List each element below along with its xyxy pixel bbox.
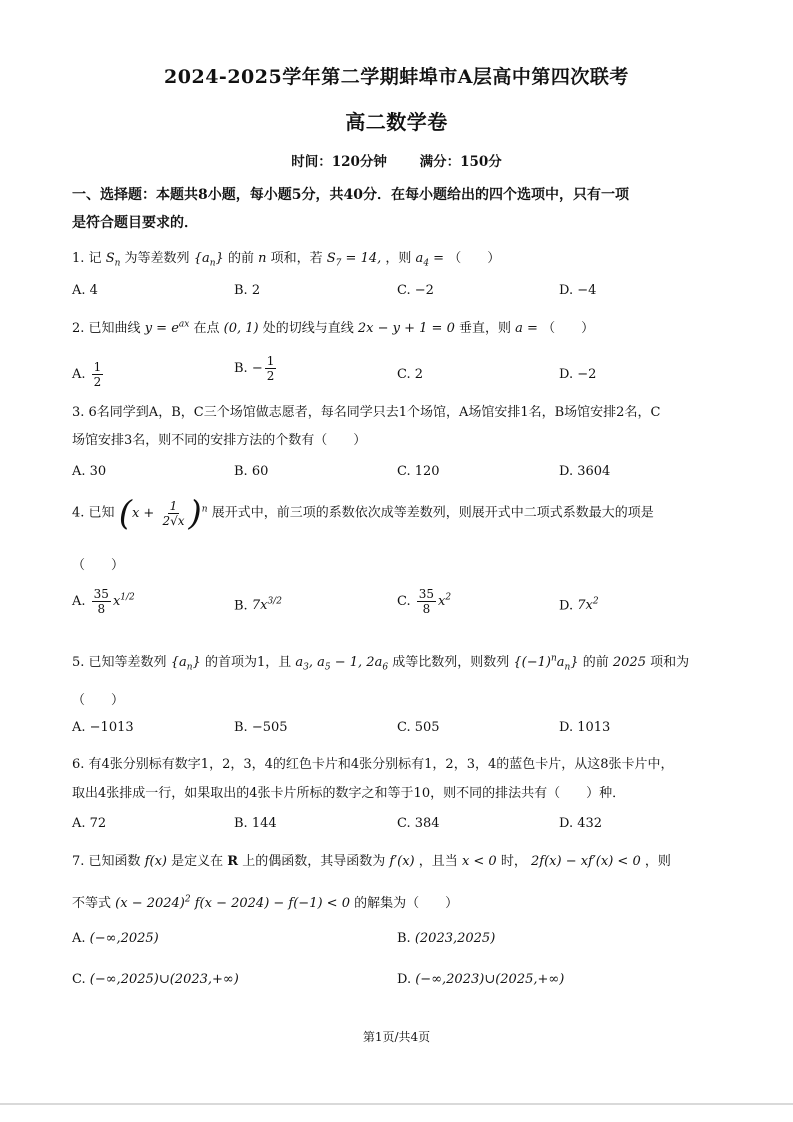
q4-text-a: 4. 已知 [72,505,115,521]
section-heading-line1: 一、选择题：本题共8小题，每小题5分，共40分．在每小题给出的四个选项中，只有一项 [72,187,629,203]
q4-option-c-power: $x^2$ [438,592,452,609]
q2-option-d[interactable]: D. −2 [559,367,597,382]
q4-option-a-power: $x^{1/2}$ [112,592,135,609]
q4-math-binomial: (x + $\frac{1}{2√x}$ )$^n$ [118,493,208,533]
q1-math-an: $\{a_n\}$ [193,251,224,269]
q4-option-c-fraction: $\frac{35}{8}$ [418,587,435,616]
q7-option-c-value: (−∞,2025)∪(2023,+∞) [89,972,239,987]
q2-text-a: 2. 已知曲线 [72,321,141,336]
q2-option-c[interactable]: C. 2 [397,367,424,382]
q5-text-a: 5. 已知等差数列 [72,655,167,670]
q7-text-a: 7. 已知函数 [72,854,141,869]
q4-option-b[interactable] [234,597,282,613]
q5-text-d: 的前 [582,655,609,670]
q4-option-a-fraction: $\frac{35}{8}$ [93,587,109,616]
q4-option-d[interactable] [559,597,599,613]
q5-math-seq2: $\{(-1)^na_n\}$ [513,653,579,673]
q2-text-b: 在点 [193,321,220,336]
q1-option-d[interactable]: D. −4 [559,283,597,298]
q4-text-b: 展开式中，前三项的系数依次成等差数列，则展开式中二项式系数最大的项是 [211,505,654,521]
question-6-line1: 6. 有4张分别标有数字1，2，3，4的红色卡片和4张分别标有1，2，3，4的蓝色卡片，从这8张卡片中， [72,757,674,772]
q5-option-a[interactable]: A. −1013 [72,720,134,735]
time-score-bar [0,150,793,170]
exam-subtitle: 高二数学卷 [345,110,448,134]
q4-option-c-label: C. [397,594,411,609]
question-6-line2: 取出4张排成一行，如果取出的4张卡片所标的数字之和等于10，则不同的排法共有（ ）种． [72,786,626,801]
question-4-line2: （ ） [72,558,125,573]
q4-option-d-label: D. [559,598,574,614]
q3-option-c[interactable]: C. 120 [397,464,440,479]
q7-option-b-value: (2023,2025) [414,931,496,946]
q3-option-d[interactable]: D. 3604 [559,464,611,479]
q2-text-e: （ ） [542,321,595,336]
q7-option-a-value: (−∞,2025) [89,931,159,946]
q1-option-a[interactable]: A. 4 [72,283,98,298]
q5-option-d[interactable]: D. 1013 [559,720,611,735]
question-5-line2: （ ） [72,693,125,708]
question-7-line2 [72,892,458,911]
q7-option-a[interactable] [72,931,159,946]
q1-math-a4: $a_4$ = [415,251,445,269]
q4-option-c[interactable] [397,587,451,616]
exam-title: 2024-2025学年第二学期蚌埠市A层高中第四次联考 [164,66,629,88]
question-2 [72,317,594,336]
q7-math-fx: f(x) [144,854,167,869]
q7-math-ineq: 2f(x) − xf′(x) < 0 [531,854,641,869]
q7-text-d: ，且当 [418,854,458,869]
question-7 [72,850,671,869]
q7-math-cond: x < 0 [461,854,497,869]
q2-option-a-label: A. [72,367,86,382]
q7-text-b: 是定义在 [171,854,224,869]
q5-math-terms: $a_3$, $a_5 - 1$, $2a_6$ [295,655,389,673]
q1-text-f: （ ） [448,251,501,266]
q7-option-d-label: D. [397,972,412,987]
q5-math-2025: 2025 [612,655,646,670]
q2-math-curve: $y = e^{ax}$ [144,319,190,336]
q5-math-seq: $\{a_n\}$ [170,655,201,673]
q5-text-c: 成等比数列，则数列 [392,655,510,670]
q7-math-fpx: f′(x) [389,854,415,869]
section-heading-line2: 是符合题目要求的． [72,215,198,231]
q5-text-e: 项和为 [650,655,690,670]
q2-option-b-label: B. [234,361,248,376]
q2-option-b-sign: − [251,361,263,376]
q5-option-c[interactable]: C. 505 [397,720,440,735]
q7-line2-b: 的解集为（ ） [354,896,459,911]
q4-option-b-label: B. [234,598,248,614]
q7-text-c: 上的偶函数，其导函数为 [242,854,386,869]
q1-math-n: n [258,251,267,266]
q1-text-b: 为等差数列 [124,251,190,266]
question-5 [72,651,689,673]
q4-option-b-math: $7x^{3/2}$ [251,597,282,614]
question-1 [72,247,500,269]
question-3-line1: 3. 6名同学到A，B，C三个场馆做志愿者，每名同学只去1个场馆，A场馆安排1名，B场馆安排2名，C [72,405,661,420]
q2-math-point: (0, 1) [223,321,259,336]
question-4 [72,493,654,533]
q2-option-b[interactable] [234,354,278,383]
q1-text-e: ，则 [385,251,412,266]
q2-option-a-fraction: $\frac{1}{2}$ [93,360,102,389]
q6-option-d[interactable]: D. 432 [559,816,603,831]
exam-score: 满分：150分 [419,154,502,170]
q6-option-b[interactable]: B. 144 [234,816,277,831]
q2-math-line: 2x − y + 1 = 0 [357,321,455,336]
q2-option-a[interactable] [72,360,105,389]
q7-option-b-label: B. [397,931,411,946]
q4-option-a[interactable] [72,587,135,616]
q1-text-a: 1. 记 [72,251,102,266]
q7-math-R: R [227,854,239,869]
q7-option-c[interactable] [72,972,239,987]
q7-option-c-label: C. [72,972,86,987]
q5-option-b[interactable]: B. −505 [234,720,288,735]
q1-math-cond: $S_7 = 14$, [326,251,382,269]
q3-option-b[interactable]: B. 60 [234,464,269,479]
q7-text-e: 时， [500,854,527,869]
q1-math-sn: $S_n$ [105,251,121,269]
bottom-divider [0,1103,793,1105]
q6-option-c[interactable]: C. 384 [397,816,440,831]
exam-time: 时间：120分钟 [291,154,387,170]
q7-option-a-label: A. [72,931,86,946]
q7-option-d[interactable] [397,972,564,987]
q3-option-a[interactable]: A. 30 [72,464,107,479]
q1-option-b[interactable]: B. 2 [234,283,261,298]
q2-math-a: a = [515,321,538,336]
q2-text-d: 垂直，则 [459,321,512,336]
q7-text-f: ，则 [644,854,671,869]
q7-math-ineq2: $(x - 2024)^2$ f(x − 2024) − f(−1) < 0 [115,894,350,911]
q1-text-c: 的前 [227,251,254,266]
q2-text-c: 处的切线与直线 [262,321,354,336]
q5-text-b: 的首项为1，且 [204,655,292,670]
q1-text-d: 项和，若 [270,251,323,266]
q4-option-d-math: $7x^2$ [577,597,599,614]
page-number: 第1页/共4页 [362,1030,431,1044]
q7-option-d-value: (−∞,2023)∪(2025,+∞) [415,972,565,987]
q7-option-b[interactable] [397,931,495,946]
question-3-line2: 场馆安排3名，则不同的安排方法的个数有（ ） [72,433,367,448]
q4-option-a-label: A. [72,594,86,609]
q1-option-c[interactable]: C. −2 [397,283,434,298]
q2-option-b-fraction: $\frac{1}{2}$ [266,354,275,383]
q6-option-a[interactable]: A. 72 [72,816,107,831]
q7-line2-a: 不等式 [72,896,112,911]
